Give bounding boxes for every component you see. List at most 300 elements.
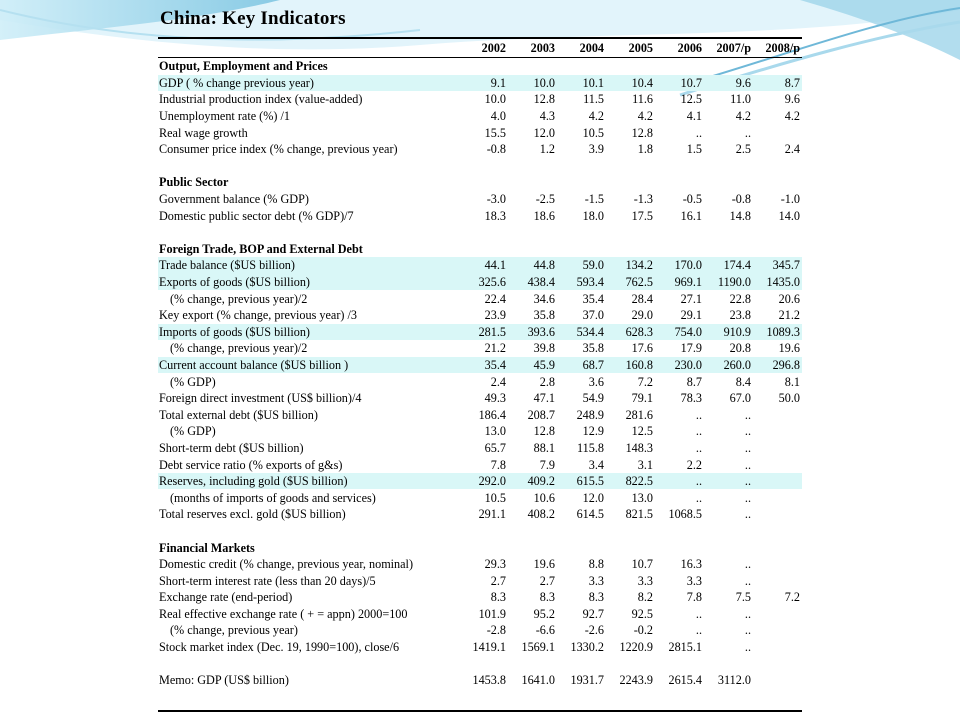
value-cell: 67.0 — [729, 391, 751, 406]
value-cell: 7.5 — [735, 590, 751, 605]
value-cell: 22.8 — [729, 291, 751, 306]
value-cell: 4.2 — [588, 109, 604, 124]
value-cell: 910.9 — [704, 324, 753, 341]
row-label: Exchange rate (end-period) — [159, 590, 293, 605]
table-row — [158, 473, 802, 490]
value-cell: 10.5 — [484, 490, 506, 505]
value-cell: .. — [744, 457, 751, 472]
value-cell: 7.8 — [686, 590, 702, 605]
table-row — [158, 257, 802, 274]
value-cell: .. — [695, 125, 702, 140]
row-label: Domestic public sector debt (% GDP)/7 — [159, 208, 354, 223]
column-header: 2002 — [459, 39, 508, 58]
value-cell: 534.4 — [557, 324, 606, 341]
row-label: Domestic credit (% change, previous year, nominal) — [159, 557, 414, 572]
value-cell: .. — [744, 440, 751, 455]
value-cell: -6.6 — [535, 623, 555, 638]
value-cell: 296.8 — [753, 357, 802, 374]
value-cell: 3112.0 — [717, 673, 751, 688]
value-cell: 9.6 — [704, 75, 753, 92]
value-cell: 54.9 — [582, 391, 604, 406]
value-cell: 4.2 — [735, 109, 751, 124]
value-cell: 628.3 — [606, 324, 655, 341]
value-cell: 28.4 — [631, 291, 653, 306]
value-cell: 4.1 — [686, 109, 702, 124]
value-cell: 3.9 — [588, 142, 604, 157]
section-title: Foreign Trade, BOP and External Debt — [159, 241, 363, 256]
table-row — [158, 639, 802, 656]
value-cell: 291.1 — [478, 507, 506, 522]
value-cell: 10.1 — [557, 75, 606, 92]
value-cell: 12.8 — [631, 125, 653, 140]
value-cell: 409.2 — [508, 473, 557, 490]
value-cell: 22.4 — [484, 291, 506, 306]
value-cell: -0.8 — [486, 142, 506, 157]
value-cell: .. — [744, 557, 751, 572]
table-row — [158, 207, 802, 224]
value-cell: 7.2 — [784, 590, 800, 605]
column-header: 2004 — [557, 39, 606, 58]
row-label: Imports of goods ($US billion) — [158, 324, 459, 341]
header-label-cell — [158, 39, 459, 58]
value-cell: 292.0 — [459, 473, 508, 490]
value-cell: 2.4 — [490, 374, 506, 389]
value-cell: 17.9 — [680, 341, 702, 356]
table-row — [158, 423, 802, 440]
section-title: Public Sector — [159, 175, 229, 190]
value-cell: 35.8 — [582, 341, 604, 356]
value-cell: 2.8 — [539, 374, 555, 389]
value-cell: 170.0 — [655, 257, 704, 274]
value-cell: .. — [704, 473, 753, 490]
value-cell: 438.4 — [508, 274, 557, 291]
value-cell: 1068.5 — [668, 507, 702, 522]
table-row — [158, 124, 802, 141]
value-cell: 393.6 — [508, 324, 557, 341]
value-cell — [753, 672, 802, 689]
value-cell: 3.1 — [637, 457, 653, 472]
value-cell: 35.4 — [582, 291, 604, 306]
value-cell: 1.8 — [637, 142, 653, 157]
value-cell: .. — [695, 440, 702, 455]
value-cell: 12.0 — [582, 490, 604, 505]
value-cell: 12.5 — [680, 92, 702, 107]
value-cell: 2.4 — [784, 142, 800, 157]
value-cell: 59.0 — [557, 257, 606, 274]
value-cell — [753, 572, 802, 589]
section-header-row — [158, 174, 802, 191]
spacer-cell — [158, 158, 802, 175]
value-cell: 79.1 — [631, 391, 653, 406]
value-cell: 12.9 — [582, 424, 604, 439]
value-cell: 8.7 — [753, 75, 802, 92]
value-cell: .. — [744, 407, 751, 422]
value-cell: 408.2 — [527, 507, 555, 522]
value-cell — [753, 124, 802, 141]
table-row — [158, 572, 802, 589]
value-cell — [753, 489, 802, 506]
value-cell — [753, 556, 802, 573]
value-cell — [753, 456, 802, 473]
value-cell: 13.0 — [484, 424, 506, 439]
value-cell: 10.4 — [606, 75, 655, 92]
value-cell: 1330.2 — [570, 640, 604, 655]
value-cell: 17.6 — [631, 341, 653, 356]
table-row — [158, 324, 802, 341]
value-cell — [753, 639, 802, 656]
value-cell: 29.1 — [680, 308, 702, 323]
value-cell: 281.6 — [625, 407, 653, 422]
value-cell: 92.7 — [582, 606, 604, 621]
value-cell: 17.5 — [631, 208, 653, 223]
row-label: Current account balance ($US billion ) — [158, 357, 459, 374]
value-cell: 20.6 — [778, 291, 800, 306]
value-cell: 34.6 — [533, 291, 555, 306]
column-header: 2003 — [508, 39, 557, 58]
row-label: (% GDP) — [170, 374, 216, 389]
value-cell: 35.8 — [533, 308, 555, 323]
value-cell: .. — [695, 490, 702, 505]
column-header: 2006 — [655, 39, 704, 58]
value-cell: 1931.7 — [570, 673, 604, 688]
value-cell: -2.5 — [535, 192, 555, 207]
table-row — [158, 75, 802, 92]
value-cell: 1220.9 — [619, 640, 653, 655]
row-label: Real effective exchange rate ( + = appn) 2000=100 — [159, 606, 408, 621]
value-cell: 281.5 — [459, 324, 508, 341]
value-cell: 969.1 — [655, 274, 704, 291]
value-cell: 12.0 — [533, 125, 555, 140]
value-cell: 248.9 — [576, 407, 604, 422]
value-cell: 2.5 — [735, 142, 751, 157]
table-row — [158, 91, 802, 108]
value-cell: 18.3 — [484, 208, 506, 223]
value-cell: 15.5 — [484, 125, 506, 140]
value-cell: 29.0 — [631, 308, 653, 323]
value-cell: 8.2 — [637, 590, 653, 605]
table-row — [158, 141, 802, 158]
table-bottom-rule — [158, 710, 802, 712]
value-cell: .. — [695, 606, 702, 621]
row-label: (% GDP) — [170, 424, 216, 439]
value-cell: 11.0 — [730, 92, 751, 107]
row-label: Debt service ratio (% exports of g&s) — [159, 457, 343, 472]
value-cell: 3.3 — [637, 573, 653, 588]
value-cell: 754.0 — [655, 324, 704, 341]
value-cell: 10.0 — [484, 92, 506, 107]
value-cell: .. — [695, 623, 702, 638]
value-cell: 4.0 — [490, 109, 506, 124]
table-row — [158, 589, 802, 606]
value-cell — [753, 440, 802, 457]
value-cell: 9.1 — [459, 75, 508, 92]
value-cell: 11.5 — [583, 92, 604, 107]
value-cell: 78.3 — [680, 391, 702, 406]
value-cell: 45.9 — [508, 357, 557, 374]
table-row — [158, 606, 802, 623]
value-cell: 95.2 — [533, 606, 555, 621]
value-cell: .. — [655, 473, 704, 490]
spacer-row — [158, 158, 802, 175]
table-row — [158, 274, 802, 291]
value-cell: -2.6 — [584, 623, 604, 638]
value-cell: 2243.9 — [619, 673, 653, 688]
row-label: (% change, previous year)/2 — [170, 291, 308, 306]
row-label: (% change, previous year)/2 — [170, 341, 308, 356]
value-cell: -1.5 — [584, 192, 604, 207]
value-cell: 18.6 — [533, 208, 555, 223]
value-cell: 8.1 — [784, 374, 800, 389]
table-row — [158, 489, 802, 506]
value-cell: 37.0 — [582, 308, 604, 323]
value-cell: 14.0 — [778, 208, 800, 223]
value-cell: 615.5 — [557, 473, 606, 490]
value-cell: 29.3 — [484, 557, 506, 572]
value-cell: 762.5 — [606, 274, 655, 291]
indicators-table — [158, 39, 802, 689]
value-cell: 21.2 — [484, 341, 506, 356]
value-cell: 134.2 — [606, 257, 655, 274]
section-header-row — [158, 539, 802, 556]
value-cell: 1.5 — [686, 142, 702, 157]
spacer-row — [158, 655, 802, 672]
value-cell: .. — [744, 606, 751, 621]
value-cell: 8.3 — [490, 590, 506, 605]
value-cell: 49.3 — [484, 391, 506, 406]
value-cell: 3.6 — [588, 374, 604, 389]
table-header-row — [158, 39, 802, 58]
value-cell: .. — [744, 490, 751, 505]
value-cell: 11.6 — [632, 92, 653, 107]
row-label: Short-term debt ($US billion) — [159, 440, 304, 455]
spacer-cell — [158, 523, 802, 540]
indicators-table-container — [158, 37, 802, 689]
table-row — [158, 672, 802, 689]
value-cell: 23.8 — [729, 308, 751, 323]
value-cell: 260.0 — [704, 357, 753, 374]
value-cell: 50.0 — [778, 391, 800, 406]
row-label: GDP ( % change previous year) — [158, 75, 459, 92]
value-cell: 44.8 — [508, 257, 557, 274]
row-label: Trade balance ($US billion) — [158, 257, 459, 274]
row-label: Key export (% change, previous year) /3 — [159, 308, 357, 323]
spacer-row — [158, 523, 802, 540]
value-cell: 1190.0 — [704, 274, 753, 291]
value-cell: 13.0 — [631, 490, 653, 505]
row-label: Total external debt ($US billion) — [159, 407, 318, 422]
row-label: (months of imports of goods and services) — [170, 490, 376, 505]
value-cell: 27.1 — [680, 291, 702, 306]
column-header: 2007/p — [704, 39, 753, 58]
table-row — [158, 506, 802, 523]
column-header: 2008/p — [753, 39, 802, 58]
table-row — [158, 556, 802, 573]
value-cell: 7.9 — [539, 457, 555, 472]
section-header-row — [158, 58, 802, 75]
value-cell: 345.7 — [753, 257, 802, 274]
value-cell: 1569.1 — [521, 640, 555, 655]
value-cell: 325.6 — [459, 274, 508, 291]
value-cell: 8.3 — [539, 590, 555, 605]
row-label: Industrial production index (value-added) — [159, 92, 363, 107]
value-cell: 8.7 — [686, 374, 702, 389]
table-row — [158, 622, 802, 639]
value-cell: 8.3 — [588, 590, 604, 605]
table-row — [158, 340, 802, 357]
value-cell: .. — [744, 125, 751, 140]
value-cell: -0.2 — [633, 623, 653, 638]
value-cell: 2615.4 — [668, 673, 702, 688]
row-label: Stock market index (Dec. 19, 1990=100), close/6 — [159, 640, 400, 655]
value-cell: 47.1 — [533, 391, 555, 406]
value-cell: 12.5 — [631, 424, 653, 439]
value-cell: 19.6 — [778, 341, 800, 356]
spacer-row — [158, 224, 802, 241]
spacer-cell — [158, 224, 802, 241]
value-cell: 174.4 — [704, 257, 753, 274]
value-cell: -1.3 — [633, 192, 653, 207]
value-cell: 23.9 — [484, 308, 506, 323]
table-row — [158, 373, 802, 390]
value-cell: 2.2 — [686, 457, 702, 472]
value-cell: 8.4 — [735, 374, 751, 389]
table-body — [158, 58, 802, 689]
value-cell: 16.1 — [680, 208, 702, 223]
table-row — [158, 390, 802, 407]
value-cell: -0.5 — [682, 192, 702, 207]
table-row — [158, 307, 802, 324]
value-cell: .. — [744, 424, 751, 439]
value-cell: 4.2 — [784, 109, 800, 124]
value-cell: 160.8 — [606, 357, 655, 374]
value-cell: 3.3 — [686, 573, 702, 588]
value-cell: 68.7 — [557, 357, 606, 374]
value-cell: 12.8 — [533, 424, 555, 439]
value-cell: -2.8 — [486, 623, 506, 638]
value-cell: .. — [744, 573, 751, 588]
value-cell: .. — [744, 507, 751, 522]
value-cell: 19.6 — [533, 557, 555, 572]
value-cell: 10.7 — [655, 75, 704, 92]
value-cell — [753, 606, 802, 623]
value-cell — [753, 406, 802, 423]
value-cell: 14.8 — [729, 208, 751, 223]
value-cell: 4.2 — [637, 109, 653, 124]
table-row — [158, 406, 802, 423]
value-cell: 3.3 — [588, 573, 604, 588]
value-cell: 1641.0 — [521, 673, 555, 688]
value-cell: 101.9 — [478, 606, 506, 621]
value-cell: .. — [695, 407, 702, 422]
row-label: Memo: GDP (US$ billion) — [159, 673, 289, 688]
value-cell: 2815.1 — [668, 640, 702, 655]
value-cell: 88.1 — [533, 440, 555, 455]
row-label: Exports of goods ($US billion) — [158, 274, 459, 291]
value-cell — [753, 473, 802, 490]
table-row — [158, 456, 802, 473]
value-cell: 4.3 — [539, 109, 555, 124]
section-title: Output, Employment and Prices — [159, 59, 328, 74]
value-cell — [753, 506, 802, 523]
row-label: Government balance (% GDP) — [159, 192, 309, 207]
value-cell: 614.5 — [576, 507, 604, 522]
value-cell: 593.4 — [557, 274, 606, 291]
row-label: Short-term interest rate (less than 20 days)/5 — [159, 573, 376, 588]
value-cell: 65.7 — [484, 440, 506, 455]
value-cell — [753, 423, 802, 440]
row-label: Consumer price index (% change, previous year) — [159, 142, 398, 157]
value-cell: 821.5 — [625, 507, 653, 522]
value-cell: 10.6 — [533, 490, 555, 505]
table-row — [158, 191, 802, 208]
value-cell: 230.0 — [655, 357, 704, 374]
table-row — [158, 108, 802, 125]
table-row — [158, 440, 802, 457]
value-cell: 16.3 — [680, 557, 702, 572]
value-cell — [753, 622, 802, 639]
value-cell: 1419.1 — [472, 640, 506, 655]
value-cell: 8.8 — [588, 557, 604, 572]
value-cell: 7.2 — [637, 374, 653, 389]
value-cell: 10.7 — [631, 557, 653, 572]
value-cell: 186.4 — [478, 407, 506, 422]
column-header: 2005 — [606, 39, 655, 58]
row-label: Real wage growth — [159, 125, 248, 140]
value-cell: 1435.0 — [753, 274, 802, 291]
row-label: (% change, previous year) — [170, 623, 298, 638]
table-row — [158, 357, 802, 374]
value-cell: 21.2 — [778, 308, 800, 323]
value-cell: 1.2 — [539, 142, 555, 157]
value-cell: 148.3 — [625, 440, 653, 455]
section-header-row — [158, 241, 802, 258]
value-cell: 44.1 — [459, 257, 508, 274]
value-cell: 2.7 — [490, 573, 506, 588]
row-label: Reserves, including gold ($US billion) — [158, 473, 459, 490]
value-cell: .. — [695, 424, 702, 439]
page-title: China: Key Indicators — [160, 8, 346, 29]
value-cell: 2.7 — [539, 573, 555, 588]
value-cell: 115.8 — [577, 440, 604, 455]
value-cell: 18.0 — [582, 208, 604, 223]
value-cell: -1.0 — [780, 192, 800, 207]
value-cell: -0.8 — [731, 192, 751, 207]
value-cell: 12.8 — [533, 92, 555, 107]
value-cell: .. — [744, 640, 751, 655]
value-cell: 208.7 — [527, 407, 555, 422]
value-cell: 1453.8 — [472, 673, 506, 688]
value-cell: 1089.3 — [753, 324, 802, 341]
value-cell: 3.4 — [588, 457, 604, 472]
value-cell: 822.5 — [606, 473, 655, 490]
value-cell: 7.8 — [490, 457, 506, 472]
value-cell: 92.5 — [631, 606, 653, 621]
row-label: Total reserves excl. gold ($US billion) — [159, 507, 346, 522]
section-title: Financial Markets — [159, 540, 255, 555]
value-cell: 10.0 — [508, 75, 557, 92]
value-cell: .. — [744, 623, 751, 638]
value-cell: 20.8 — [729, 341, 751, 356]
value-cell: 10.5 — [582, 125, 604, 140]
row-label: Foreign direct investment (US$ billion)/4 — [159, 391, 362, 406]
row-label: Unemployment rate (%) /1 — [159, 109, 290, 124]
table-row — [158, 290, 802, 307]
value-cell: 35.4 — [459, 357, 508, 374]
spacer-cell — [158, 655, 802, 672]
value-cell: 9.6 — [784, 92, 800, 107]
value-cell: 39.8 — [533, 341, 555, 356]
value-cell: -3.0 — [486, 192, 506, 207]
